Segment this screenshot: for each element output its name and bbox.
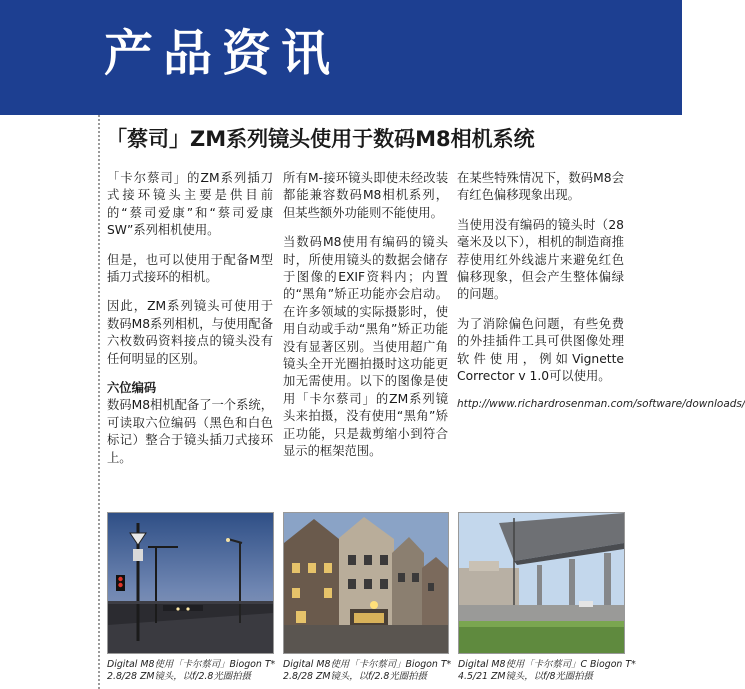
- section-subhead: 六位编码: [107, 381, 157, 396]
- photo-caption: [458, 659, 636, 683]
- header-banner: [0, 0, 682, 115]
- download-link[interactable]: http://www.richardrosenman.com/software/downloads/: [457, 398, 745, 411]
- sample-photo-dusk-street: [107, 512, 274, 654]
- paragraph: 在某些特殊情况下，数码M8会有红色偏移现象出现。: [457, 171, 624, 203]
- caption-line: Digital M8使用「卡尔蔡司」C Biogon T*: [458, 659, 636, 670]
- paragraph: 所有M-接环镜头即使未经改装都能兼容数码M8相机系列，但某些额外功能则不能使用。: [283, 171, 448, 220]
- photo-caption: [283, 659, 451, 683]
- text-column-3: [457, 170, 745, 411]
- caption-line: 2.8/28 ZM镜头，以f/2.8光圈拍摄: [107, 671, 251, 682]
- photo-caption: [107, 659, 275, 683]
- text-column-1: [107, 170, 273, 479]
- paragraph: 数码M8相机配备了一个系统，可读取六位编码（黑色和白色标记）整合于镜头插刀式接环上。: [107, 398, 273, 465]
- caption-line: Digital M8使用「卡尔蔡司」Biogon T*: [283, 659, 452, 670]
- caption-line: Digital M8使用「卡尔蔡司」Biogon T*: [107, 659, 276, 670]
- paragraph: 「卡尔蔡司」的ZM系列插刀式接环镜头主要是供目前的“蔡司爱康”和“蔡司爱康SW”系列相机使用。: [107, 171, 273, 238]
- paragraph: 为了消除偏色问题，有些免费的外挂插件工具可供图像处理软件使用，例如Vignette Corrector v 1.0可以使用。: [457, 316, 624, 384]
- paragraph: 但是，也可以使用于配备M型插刀式接环的相机。: [107, 252, 273, 285]
- paragraph: 当数码M8使用有编码的镜头时，所使用镜头的数据会储存于图像的EXIF资料内；内置的“黑角”矫正功能亦会启动。在许多领域的实际摄影时，使用自动或手动“黑角”矫正功能没有显著区别。当使用超广角镜头全开光圈拍摄时这功能更加无需使用。以下的图像是使用「卡尔蔡司」的ZM系列镜头来拍摄，没有使用“黑角”矫正功能，只是裁剪缩小到符合显示的框架范围。: [283, 235, 448, 459]
- caption-line: 4.5/21 ZM镜头，以f/8光圈拍摄: [458, 671, 593, 682]
- page-title: 产品资讯: [104, 25, 341, 82]
- paragraph: 当使用没有编码的镜头时（28毫米及以下），相机的制造商推荐使用红外线滤片来避免红色偏移现象，但会产生整体偏绿的问题。: [457, 217, 624, 302]
- caption-line: 2.8/28 ZM镜头，以f/2.8光圈拍摄: [283, 671, 427, 682]
- text-column-2: [283, 170, 448, 473]
- sample-photo-old-town: [283, 512, 449, 654]
- margin-dotted-line: [98, 115, 100, 689]
- sample-photo-overpass: [458, 512, 625, 654]
- article-headline: 「蔡司」ZM系列镜头使用于数码M8相机系统: [106, 127, 535, 151]
- paragraph: 因此，ZM系列镜头可使用于数码M8系列相机，与使用配备六枚数码资料接点的镜头没有任何明显的区别。: [107, 299, 273, 366]
